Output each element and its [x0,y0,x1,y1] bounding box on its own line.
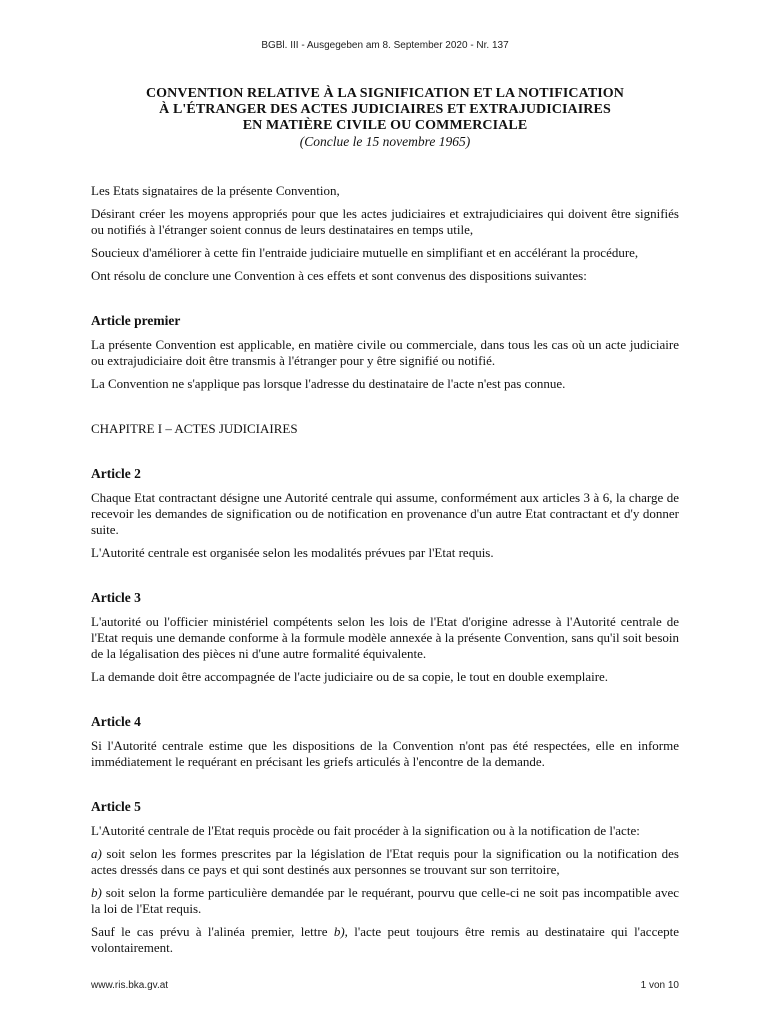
article-4-heading: Article 4 [91,714,141,729]
article-2-heading: Article 2 [91,466,141,481]
preamble-paragraph: Soucieux d'améliorer à cette fin l'entraide judiciaire mutuelle en simplifiant et en accélérant la procédure, [91,245,639,260]
article-paragraph [91,924,679,956]
document-body [91,183,679,963]
chapter-heading: CHAPITRE I – ACTES JUDICIAIRES [91,421,298,436]
article-paragraph: L'Autorité centrale de l'Etat requis procède ou fait procéder à la signification ou à la notification de l'acte: [91,823,640,838]
article-paragraph: La Convention ne s'applique pas lorsque l'adresse du destinataire de l'acte n'est pas connue. [91,376,566,391]
item-text: soit selon les formes prescrites par la législation de l'Etat requis pour la signification ou la notification des actes dressés dans ce pays et qui sont destinés aux personnes se trouvant sur son territoire, [91,846,679,877]
article-paragraph: L'autorité ou l'officier ministériel compétents selon les lois de l'Etat d'origine adresse à l'Autorité centrale de l'Etat requis une demande conforme à la formule modèle annexée à la présente Convention, sans qu'il soit besoin de la légalisation des pièces ni d'une autre formalité équivalente. [91,614,679,661]
title-line-3: EN MATIÈRE CIVILE OU COMMERCIALE [242,118,528,133]
item-letter: b) [333,924,345,939]
title-line-1: CONVENTION RELATIVE À LA SIGNIFICATION ET LA NOTIFICATION [145,86,625,101]
article-premier-heading: Article premier [91,313,181,328]
article-3-heading: Article 3 [91,590,141,605]
article-paragraph: La présente Convention est applicable, en matière civile ou commerciale, dans tous les cas où un acte judiciaire ou extrajudiciaire doit être transmis à l'étranger pour y être signifié ou notifié. [91,337,679,368]
title-block [90,86,680,150]
preamble-paragraph: Désirant créer les moyens appropriés pour que les actes judiciaires et extrajudiciaires qui doivent être signifiés ou notifiés à l'étranger soient connus de leurs destinataires en temps utile, [91,206,679,237]
closing-text: Sauf le cas prévu à l'alinéa premier, lettre [91,924,334,939]
preamble-paragraph: Ont résolu de conclure une Convention à ces effets et sont convenus des dispositions suivantes: [91,268,587,283]
preamble-paragraph: Les Etats signataires de la présente Convention, [91,183,340,198]
item-letter: b) [91,885,102,900]
title-subtitle: (Conclue le 15 novembre 1965) [299,134,471,149]
article-paragraph: Si l'Autorité centrale estime que les dispositions de la Convention n'ont pas été respectées, elle en informe immédiatement le requérant en précisant les griefs articulés à l'encontre de la demande. [91,738,679,769]
article-paragraph: Chaque Etat contractant désigne une Autorité centrale qui assume, conformément aux articles 3 à 6, la charge de recevoir les demandes de signification ou de notification en provenance d'un autre Etat contractant et d'y donner suite. [91,490,679,537]
footer-page-number: 1 von 10 [640,980,679,991]
article-list-item [91,885,679,917]
item-letter: a) [91,846,102,861]
closing-text: , l'acte peut toujours être remis au destinataire qui l'accepte volontairement. [91,924,679,955]
article-list-item [91,846,679,878]
article-5-heading: Article 5 [91,799,141,814]
footer-url[interactable]: www.ris.bka.gv.at [91,980,169,991]
article-paragraph: L'Autorité centrale est organisée selon les modalités prévues par l'Etat requis. [91,545,494,560]
item-text: soit selon la forme particulière demandée par le requérant, pourvu que celle-ci ne soit pas incompatible avec la loi de l'Etat requis. [91,885,679,916]
title-line-2: À L'ÉTRANGER DES ACTES JUDICIAIRES ET EXTRAJUDICIAIRES [159,102,611,117]
running-header: BGBl. III - Ausgegeben am 8. September 2020 - Nr. 137 [261,40,509,51]
article-paragraph: La demande doit être accompagnée de l'acte judiciaire ou de sa copie, le tout en double exemplaire. [91,669,609,684]
